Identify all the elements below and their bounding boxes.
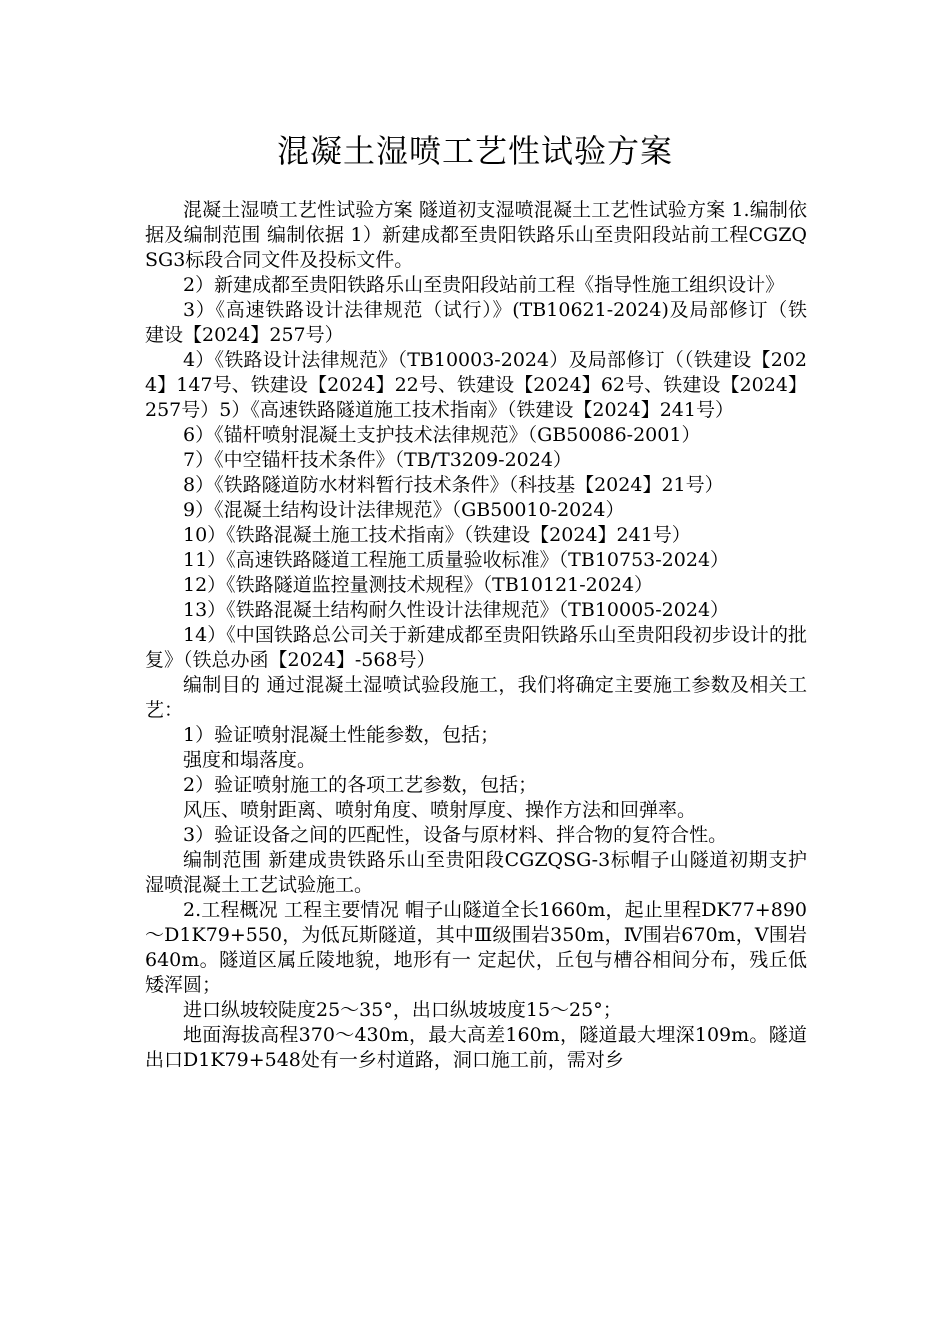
paragraph-19: 3）验证设备之间的匹配性，设备与原材料、拌合物的复符合性。	[183, 824, 728, 846]
paragraph-21: 2.工程概况 工程主要情况 帽子山隧道全长1660m，起止里程DK77+890～D1K79+550，为低瓦斯隧道，其中Ⅲ级围岩350m，Ⅳ围岩670m，Ⅴ围岩640m。隧道区属丘陵地貌，地形有一 定起伏，丘包与槽谷相间分布，残丘低矮浑圆；	[145, 899, 807, 996]
paragraph-20: 编制范围 新建成贵铁路乐山至贵阳段CGZQSG-3标帽子山隧道初期支护湿喷混凝土工艺试验施工。	[145, 849, 807, 896]
document-body	[145, 198, 807, 1073]
document-title: 混凝土湿喷工艺性试验方案	[276, 132, 673, 170]
paragraph-6: 7）《中空锚杆技术条件》（TB/T3209-2024）	[183, 449, 572, 471]
paragraph-7: 8）《铁路隧道防水材料暂行技术条件》（科技基【2024】21号）	[183, 474, 724, 496]
paragraph-9: 10）《铁路混凝土施工技术指南》（铁建设【2024】241号）	[183, 524, 691, 546]
paragraph-13: 14）《中国铁路总公司关于新建成都至贵阳铁路乐山至贵阳段初步设计的批复》（铁总办函【2024】-568号）	[145, 624, 807, 671]
paragraph-8: 9）《混凝土结构设计法律规范》（GB50010-2024）	[183, 499, 625, 521]
paragraph-17: 2）验证喷射施工的各项工艺参数，包括；	[183, 774, 538, 796]
paragraph-22: 进口纵坡较陡度25～35°，出口纵坡坡度15～25°；	[183, 999, 622, 1021]
paragraph-16: 强度和塌落度。	[183, 749, 317, 771]
paragraph-5: 6）《锚杆喷射混凝土支护技术法律规范》（GB50086-2001）	[183, 424, 701, 446]
paragraph-14: 编制目的 通过混凝土湿喷试验段施工，我们将确定主要施工参数及相关工艺：	[145, 674, 807, 721]
paragraph-4: 4）《铁路设计法律规范》（TB10003-2024）及局部修订（（铁建设【2024】147号、铁建设【2024】22号、铁建设【2024】62号、铁建设【2024】257号）5）《高速铁路隧道施工技术指南》（铁建设【2024】241号）	[145, 349, 807, 421]
paragraph-15: 1）验证喷射混凝土性能参数，包括；	[183, 724, 500, 746]
paragraph-11: 12）《铁路隧道监控量测技术规程》（TB10121-2024）	[183, 574, 654, 596]
paragraph-2: 2）新建成都至贵阳铁路乐山至贵阳段站前工程《指导性施工组织设计》	[183, 274, 785, 296]
paragraph-23: 地面海拔高程370～430m，最大高差160m，隧道最大埋深109m。隧道出口D1K79+548处有一乡村道路，洞口施工前，需对乡	[145, 1024, 807, 1071]
paragraph-12: 13）《铁路混凝土结构耐久性设计法律规范》（TB10005-2024）	[183, 599, 730, 621]
paragraph-10: 11）《高速铁路隧道工程施工质量验收标准》（TB10753-2024）	[183, 549, 730, 571]
paragraph-18: 风压、喷射距离、喷射角度、喷射厚度、操作方法和回弹率。	[183, 799, 697, 821]
paragraph-1: 混凝土湿喷工艺性试验方案 隧道初支湿喷混凝土工艺性试验方案 1.编制依据及编制范围 编制依据 1）新建成都至贵阳铁路乐山至贵阳段站前工程CGZQSG3标段合同文件及投标文件。	[145, 199, 807, 271]
paragraph-3: 3）《高速铁路设计法律规范（试行）》(TB10621-2024)及局部修订（铁建设【2024】257号）	[145, 299, 807, 346]
